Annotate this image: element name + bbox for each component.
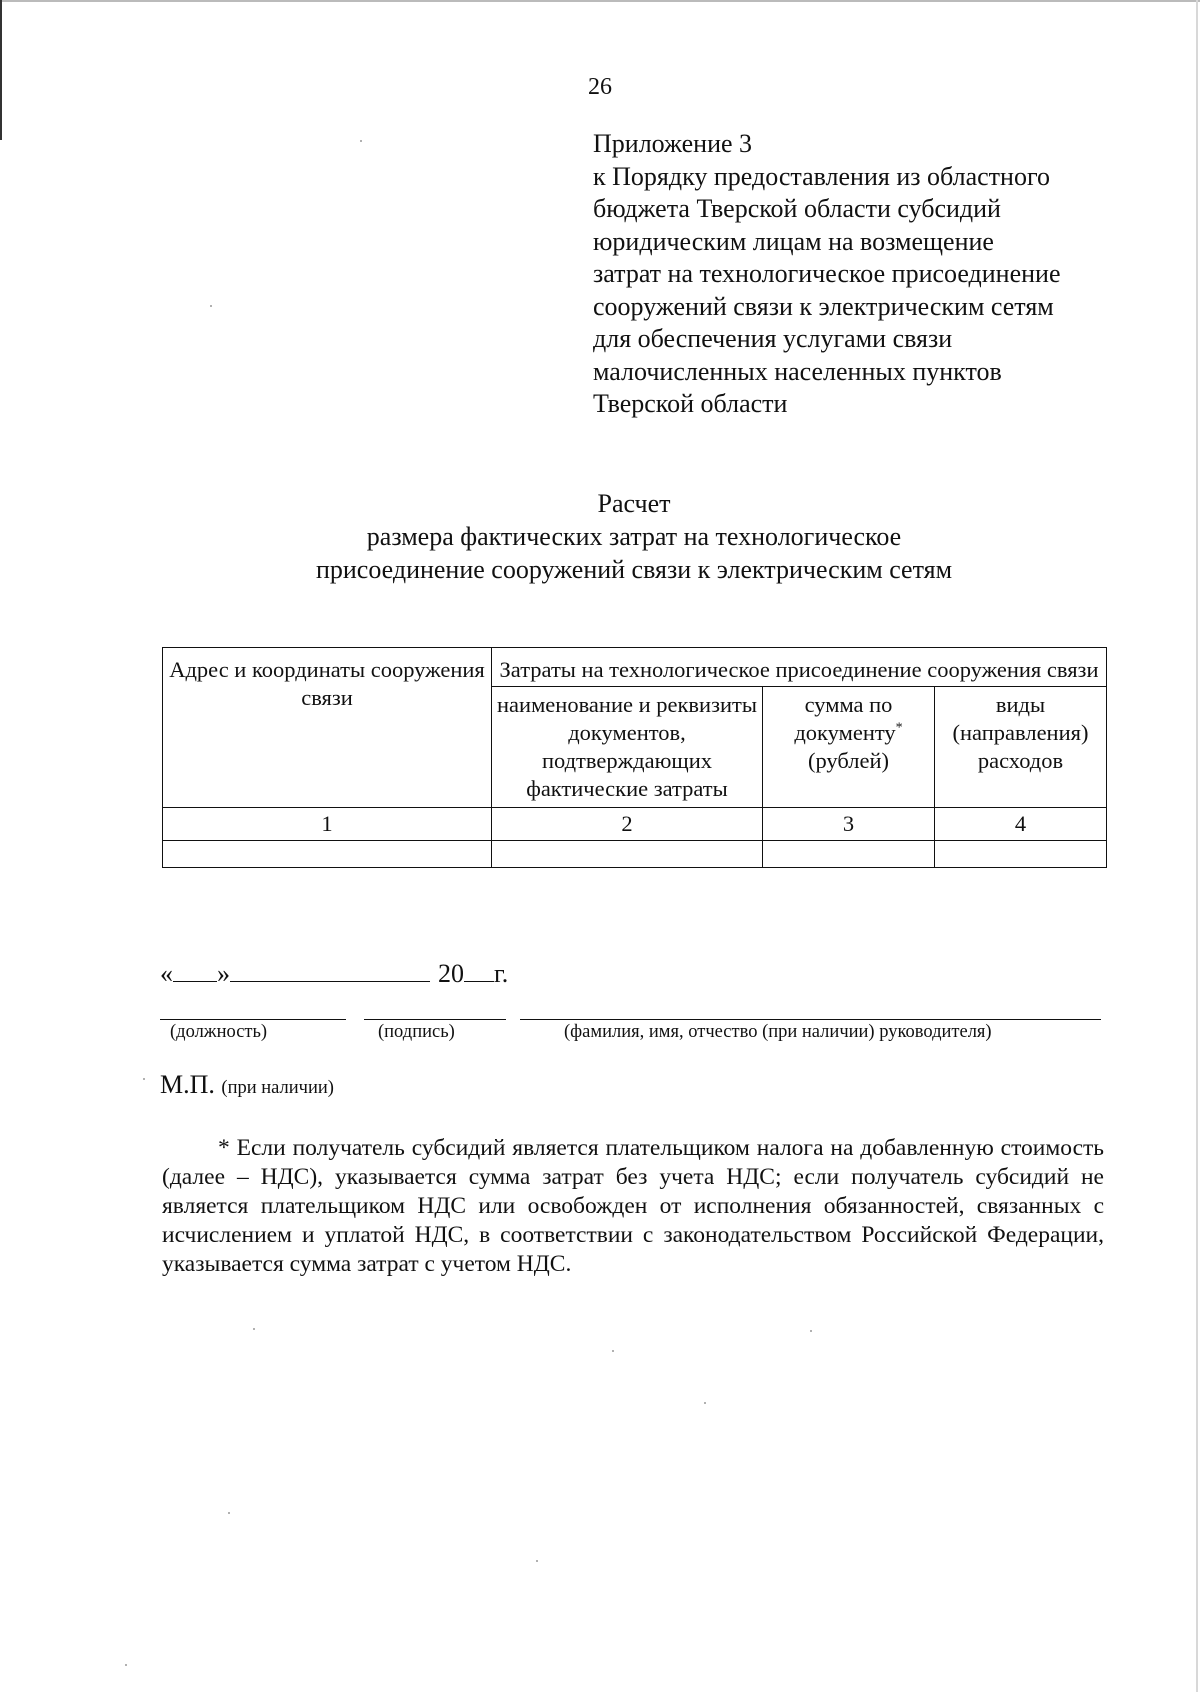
appendix-line: Приложение 3 bbox=[593, 129, 753, 158]
signature-blank bbox=[364, 1019, 506, 1020]
scan-speck bbox=[810, 1330, 812, 1332]
name-blank bbox=[520, 1019, 1101, 1020]
footnote bbox=[162, 1134, 1104, 1279]
appendix-line: бюджета Тверской области субсидий bbox=[593, 194, 1001, 223]
year-blank bbox=[464, 955, 494, 982]
appendix-line: юридическим лицам на возмещение bbox=[593, 226, 994, 256]
header-document-name: наименование и реквизиты документов, подтверждающих фактические затраты bbox=[492, 687, 763, 808]
table-cell-empty bbox=[163, 841, 492, 868]
position-caption: (должность) bbox=[170, 1022, 268, 1042]
title-line-1: Расчет bbox=[597, 489, 671, 518]
table-cell-empty bbox=[935, 841, 1107, 868]
appendix-line: Тверской области bbox=[593, 389, 788, 418]
scan-speck bbox=[612, 1350, 614, 1352]
scan-speck bbox=[536, 1560, 538, 1562]
document-title bbox=[0, 487, 1200, 586]
scan-speck bbox=[143, 1078, 145, 1080]
footnote-marker: * bbox=[895, 720, 903, 736]
position-blank bbox=[160, 1019, 346, 1020]
appendix-line: затрат на технологическое присоединение bbox=[593, 259, 1061, 288]
date-line bbox=[160, 955, 508, 989]
header-sum-label: сумма по документу bbox=[794, 692, 896, 745]
scan-speck bbox=[125, 1664, 127, 1666]
scan-speck bbox=[210, 305, 212, 307]
appendix-block bbox=[593, 128, 1153, 421]
column-number-2: 2 bbox=[492, 808, 763, 841]
calculation-table bbox=[162, 647, 1107, 868]
table-cell-empty bbox=[763, 841, 935, 868]
column-number-1: 1 bbox=[163, 808, 492, 841]
month-blank bbox=[230, 955, 430, 982]
page-number: 26 bbox=[588, 74, 612, 100]
date-open-quote: « bbox=[160, 959, 173, 988]
date-close-quote: » bbox=[217, 959, 230, 988]
appendix-line: малочисленных населенных пунктов bbox=[593, 356, 1002, 386]
header-expense-kinds: виды (направления) расходов bbox=[935, 687, 1107, 808]
table-cell-empty bbox=[492, 841, 763, 868]
day-blank bbox=[173, 955, 217, 982]
year-suffix: г. bbox=[494, 959, 509, 988]
footnote-text: * Если получатель субсидий является плательщиком налога на добавленную стоимость (далее – НДС), указывается сумма затрат без учета НДС; если получатель субсидий не является плательщиком НДС или освобожден от исполнения обязанностей, связанных с исчислением и уплатой НДС, в соответствии с законодательством Российской Федерации, указывается сумма затрат с учетом НДС. bbox=[162, 1135, 1104, 1277]
column-number-3: 3 bbox=[763, 808, 935, 841]
appendix-line: для обеспечения услугами связи bbox=[593, 324, 953, 353]
appendix-line: к Порядку предоставления из областного bbox=[593, 161, 1050, 191]
scan-speck bbox=[360, 140, 362, 142]
scan-speck bbox=[228, 1512, 230, 1514]
scan-edge-right bbox=[1196, 0, 1198, 1692]
seal-mark: М.П. bbox=[160, 1070, 215, 1099]
title-line-2: размера фактических затрат на технологическое bbox=[366, 522, 902, 551]
scan-speck bbox=[253, 1328, 255, 1330]
header-address: Адрес и координаты сооружения связи bbox=[163, 648, 492, 808]
scan-edge-top bbox=[0, 0, 1200, 2]
appendix-line: сооружений связи к электрическим сетям bbox=[593, 291, 1054, 321]
year-prefix: 20 bbox=[438, 959, 464, 988]
title-line-3: присоединение сооружений связи к электрическим сетям bbox=[315, 555, 953, 584]
seal-note: (при наличии) bbox=[221, 1078, 334, 1098]
header-costs-group: Затраты на технологическое присоединение сооружения связи bbox=[492, 648, 1107, 687]
column-number-4: 4 bbox=[935, 808, 1107, 841]
seal-line bbox=[160, 1070, 334, 1100]
header-document-sum bbox=[763, 687, 935, 808]
full-name-caption: (фамилия, имя, отчество (при наличии) руководителя) bbox=[564, 1022, 992, 1042]
signature-caption: (подпись) bbox=[378, 1022, 455, 1042]
header-sum-unit: (рублей) bbox=[807, 748, 890, 773]
scan-edge-left bbox=[0, 0, 2, 140]
scan-speck bbox=[704, 1402, 706, 1404]
